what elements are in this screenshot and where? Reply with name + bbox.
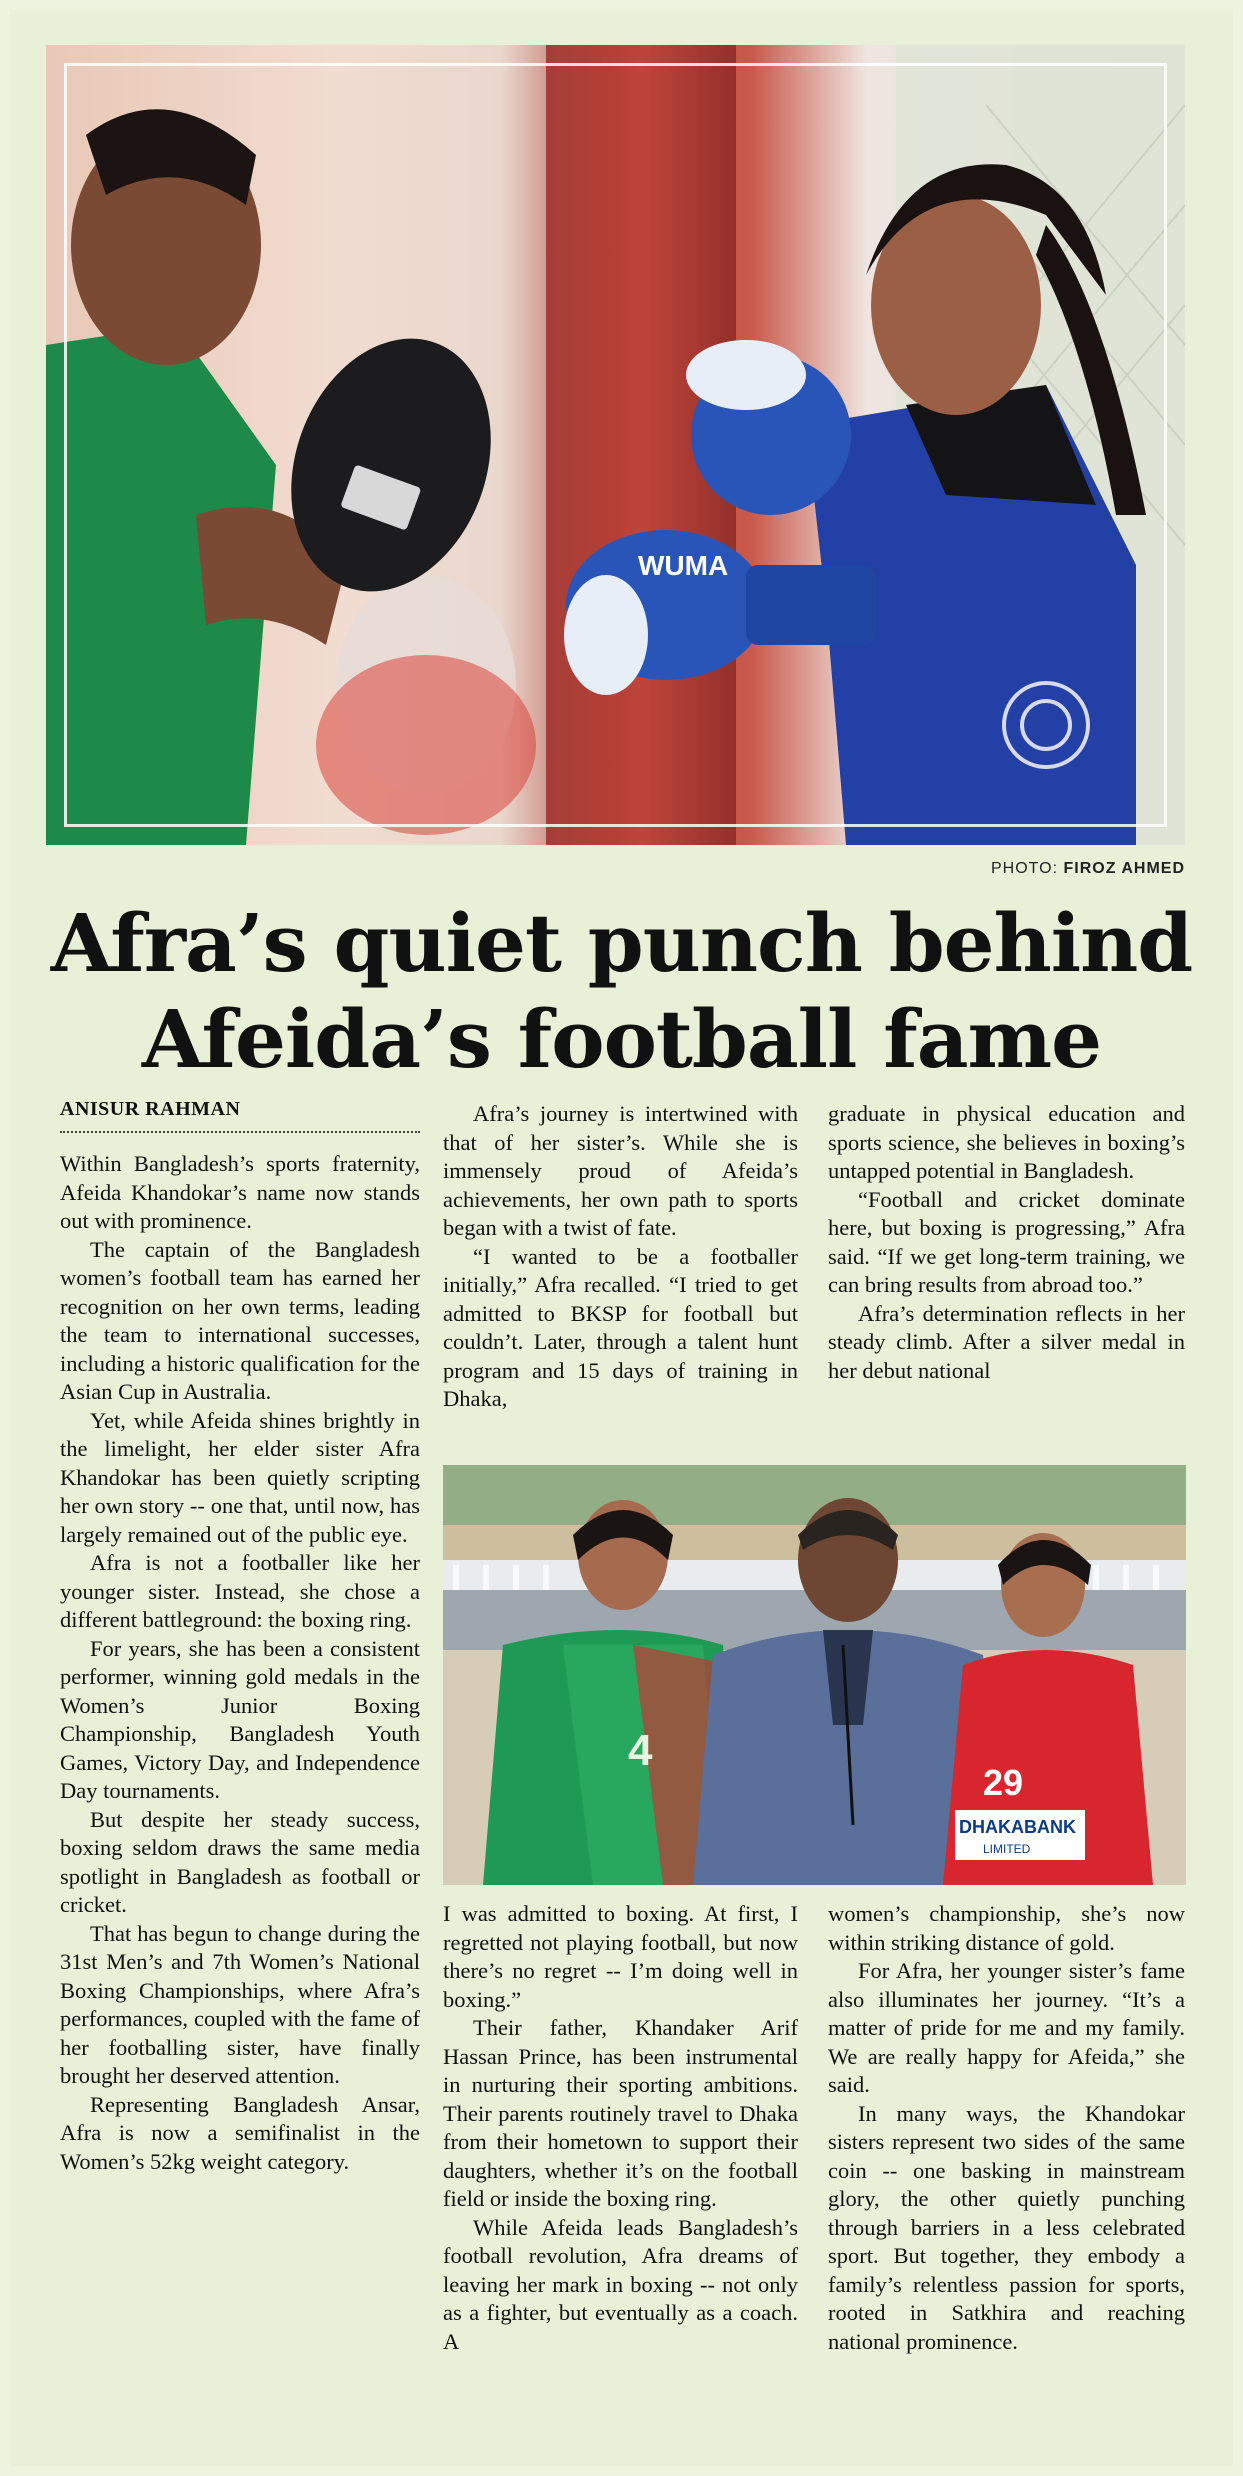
paragraph: Within Bangladesh’s sports fraternity, Afeida Khandokar’s name now stands out with prominence. xyxy=(60,1151,420,1233)
byline: ANISUR RAHMAN xyxy=(60,1098,420,1133)
paragraph: That has begun to change during the 31st Men’s and 7th Women’s National Boxing Championships, where Afra’s performances, coupled with the fame of her footballing sister, have finally brought her deserved attention. xyxy=(60,1920,420,2088)
column-2-top xyxy=(443,1100,798,1414)
sponsor-text: DHAKABANK xyxy=(959,1817,1076,1837)
sponsor-sub-text: LIMITED xyxy=(983,1842,1031,1856)
photo-credit-label: PHOTO: xyxy=(990,860,1059,877)
photo-frame xyxy=(64,63,1167,827)
headline-line-1: Afra’s quiet punch behind xyxy=(50,896,1193,990)
family-photo xyxy=(443,1465,1186,1885)
paragraph: But despite her steady success, boxing seldom draws the same media spotlight in Bangladesh as football or cricket. xyxy=(60,1806,420,1917)
glove-brand-text: WUMA xyxy=(638,550,729,581)
paragraph: I was admitted to boxing. At first, I regretted not playing football, but now there’s no regret -- I’m doing well in boxing.” xyxy=(443,1901,798,2012)
photo-credit-name: FIROZ AHMED xyxy=(1063,860,1185,877)
paragraph: Afra’s journey is intertwined with that of her sister’s. While she is immensely proud of Afeida’s achievements, her own path to sports began with a twist of fate. xyxy=(443,1101,798,1240)
paragraph: Their father, Khandaker Arif Hassan Prince, has been instrumental in nurturing their sporting ambitions. Their parents routinely travel to Dhaka from their hometown to support their daughters, whether it’s on the football field or inside the boxing ring. xyxy=(443,2015,798,2211)
headline xyxy=(0,895,1243,1087)
paragraph: Yet, while Afeida shines brightly in the limelight, her elder sister Afra Khandokar has been quietly scripting her own story -- one that, until now, has largely remained out of the public eye. xyxy=(60,1407,420,1547)
svg-text:4: 4 xyxy=(628,1726,653,1775)
paragraph: “I wanted to be a footballer initially,” Afra recalled. “I tried to get admitted to BKSP for football but couldn’t. Later, through a talent hunt program and 15 days of training in Dhaka, xyxy=(443,1243,798,1411)
paragraph: The captain of the Bangladesh women’s football team has earned her recognition on her own terms, leading the team to international successes, including a historic qualification for the Asian Cup in Australia. xyxy=(60,1236,420,1404)
paragraph: Afra’s determination reflects in her steady climb. After a silver medal in her debut national xyxy=(828,1300,1185,1383)
boxing-training-photo xyxy=(46,45,1185,845)
paragraph: “Football and cricket dominate here, but boxing is progressing,” Afra said. “If we get long-term training, we can bring results from abroad too.” xyxy=(828,1186,1185,1297)
paragraph: graduate in physical education and sports science, she believes in boxing’s untapped potential in Bangladesh. xyxy=(828,1101,1185,1183)
headline-line-2: Afeida’s football fame xyxy=(141,992,1102,1086)
paragraph: women’s championship, she’s now within striking distance of gold. xyxy=(828,1901,1185,1955)
column-3-top xyxy=(828,1100,1185,1385)
column-1 xyxy=(60,1150,420,2176)
paragraph: In many ways, the Khandokar sisters represent two sides of the same coin -- one basking in mainstream glory, the other quietly punching through barriers in a less celebrated sport. But together, they embody a family’s relentless passion for sports, rooted in Satkhira and reaching national prominence. xyxy=(828,2100,1185,2354)
paragraph: While Afeida leads Bangladesh’s football revolution, Afra dreams of leaving her mark in boxing -- not only as a fighter, but eventually as a coach. A xyxy=(443,2214,798,2354)
paragraph: For years, she has been a consistent performer, winning gold medals in the Women’s Junior Boxing Championship, Bangladesh Youth Games, Victory Day, and Independence Day tournaments. xyxy=(60,1635,420,1803)
family-photo-illustration xyxy=(443,1465,1186,1885)
photo-credit xyxy=(991,860,1185,878)
column-3-bottom xyxy=(828,1900,1185,2356)
paragraph: Representing Bangladesh Ansar, Afra is now a semifinalist in the Women’s 52kg weight category. xyxy=(60,2091,420,2174)
paragraph: For Afra, her younger sister’s fame also illuminates her journey. “It’s a matter of pride for me and my family. We are really happy for Afeida,” she said. xyxy=(828,1958,1185,2097)
jersey-number-text: 29 xyxy=(983,1762,1024,1803)
column-2-bottom xyxy=(443,1900,798,2356)
paragraph: Afra is not a footballer like her younger sister. Instead, she chose a different battleground: the boxing ring. xyxy=(60,1550,420,1632)
